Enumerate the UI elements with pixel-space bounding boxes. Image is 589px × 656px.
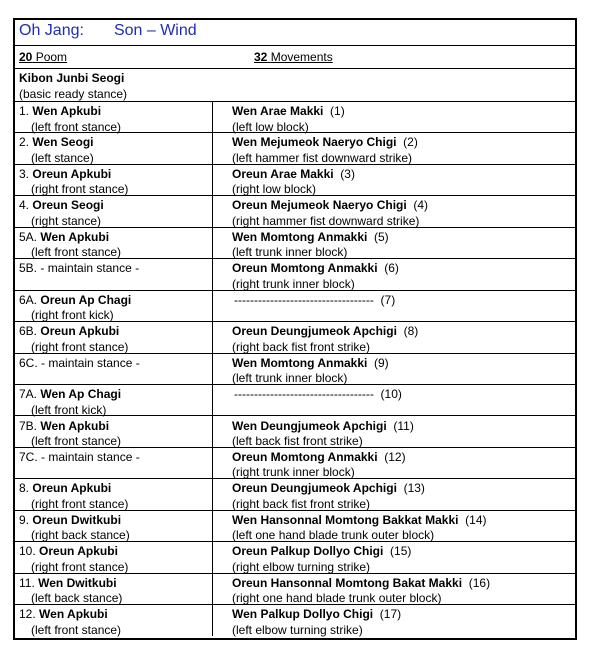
page-title xyxy=(19,22,197,40)
stance-description: (right front stance) xyxy=(31,559,129,574)
column-divider xyxy=(212,510,213,541)
stance-name: Oreun Apkubi xyxy=(40,324,120,339)
table-row xyxy=(15,258,575,289)
movement-number: (8) xyxy=(403,324,419,339)
divider xyxy=(15,45,575,46)
technique-description: (right trunk inner block) xyxy=(232,465,355,480)
step-number: 9. xyxy=(19,512,30,527)
stance-name: Wen Ap Chagi xyxy=(40,387,122,402)
technique-description: (left trunk inner block) xyxy=(232,371,348,386)
poom-count xyxy=(19,50,67,64)
table-row xyxy=(15,416,575,447)
column-divider xyxy=(212,321,213,352)
technique-name: Oreun Momtong Anmakki xyxy=(232,449,378,464)
stance-description: (left front stance) xyxy=(31,245,122,260)
column-divider xyxy=(212,353,213,384)
stance-cell xyxy=(19,450,140,466)
stance-cell xyxy=(19,513,130,544)
technique-description: (left one hand blade trunk outer block) xyxy=(232,528,435,543)
technique-description: (right back fist front strike) xyxy=(232,339,371,354)
stance-cell xyxy=(19,481,128,512)
column-divider xyxy=(212,541,213,572)
step-number: 5B. xyxy=(19,261,38,276)
step-number: 6A. xyxy=(19,292,38,307)
column-divider xyxy=(212,384,213,415)
technique-name: Oreun Arae Makki xyxy=(232,166,334,181)
technique-name: Wen Arae Makki xyxy=(232,104,324,118)
movement-number: (10) xyxy=(380,387,402,402)
stance-cell xyxy=(19,135,94,166)
movement-number: (16) xyxy=(468,575,491,590)
technique-cell xyxy=(232,324,418,355)
movement-number: (13) xyxy=(403,481,425,496)
column-divider xyxy=(212,604,213,635)
table-row xyxy=(15,478,575,509)
stance-description: (left stance) xyxy=(31,150,94,165)
technique-name: Wen Hansonnal Momtong Bakkat Makki xyxy=(232,512,459,527)
technique-name: ----------------------------------- xyxy=(234,292,374,307)
column-divider xyxy=(212,195,213,226)
table-row xyxy=(15,541,575,572)
stance-name: - maintain stance - xyxy=(40,261,140,276)
technique-cell xyxy=(232,261,399,292)
movement-number: (3) xyxy=(340,166,355,181)
table-row xyxy=(15,164,575,195)
stance-name: Wen Dwitkubi xyxy=(38,575,117,590)
table-row xyxy=(15,604,575,635)
technique-description: (right trunk inner block) xyxy=(232,276,355,291)
technique-name: Oreun Momtong Anmakki xyxy=(232,261,378,276)
technique-name: Oreun Hansonnal Momtong Bakat Makki xyxy=(232,575,463,590)
technique-name: ----------------------------------- xyxy=(234,387,374,402)
step-number: 8. xyxy=(19,481,30,496)
stance-cell xyxy=(19,167,128,198)
technique-description: (right elbow turning strike) xyxy=(232,559,371,574)
technique-description: (left back fist front strike) xyxy=(232,434,363,448)
stance-description: (left front stance) xyxy=(31,434,122,448)
stance-name: Oreun Ap Chagi xyxy=(40,292,132,307)
poom-count-number: 20 xyxy=(19,50,33,64)
stance-name: Wen Seogi xyxy=(32,135,94,150)
technique-cell xyxy=(232,356,389,387)
step-number: 12. xyxy=(19,607,36,622)
stance-name: Wen Apkubi xyxy=(32,104,102,118)
stance-description: (left front stance) xyxy=(31,622,122,637)
stance-cell xyxy=(19,230,121,261)
stance-cell xyxy=(19,261,139,277)
technique-description: (right back fist front strike) xyxy=(232,496,371,511)
technique-cell xyxy=(234,293,395,309)
technique-cell xyxy=(232,230,389,261)
column-divider xyxy=(212,416,213,447)
movement-count-label: Movements xyxy=(270,50,333,64)
movement-count-number: 32 xyxy=(254,50,268,64)
column-divider xyxy=(212,101,213,132)
movement-number: (7) xyxy=(380,292,396,307)
movement-number: (9) xyxy=(374,355,389,370)
stance-name: Oreun Apkubi xyxy=(39,544,118,559)
stance-cell xyxy=(19,419,121,450)
stance-name: Wen Apkubi xyxy=(40,229,110,244)
technique-description: (left hammer fist downward strike) xyxy=(232,150,413,165)
table-row xyxy=(15,353,575,384)
column-divider xyxy=(212,290,213,321)
technique-description: (left elbow turning strike) xyxy=(232,622,363,637)
stance-cell xyxy=(19,293,131,324)
step-number: 7A. xyxy=(19,387,38,402)
stance-name: Wen Apkubi xyxy=(40,418,110,433)
step-number: 5A. xyxy=(19,229,38,244)
step-number: 7C. xyxy=(19,449,38,464)
column-divider xyxy=(212,447,213,478)
movement-number: (6) xyxy=(384,261,399,276)
stance-description: (right front stance) xyxy=(31,339,129,354)
table-row xyxy=(15,510,575,541)
movement-number: (5) xyxy=(374,229,389,244)
technique-description: (right one hand blade trunk outer block) xyxy=(232,591,442,606)
stance-description: (right front stance) xyxy=(31,496,129,511)
stance-description: (right stance) xyxy=(31,213,102,228)
technique-name: Wen Momtong Anmakki xyxy=(232,355,368,370)
step-number: 2. xyxy=(19,135,30,150)
stance-cell xyxy=(19,104,121,135)
poom-count-label: Poom xyxy=(35,50,68,64)
technique-cell xyxy=(232,104,345,135)
stance-description: (right front stance) xyxy=(31,182,129,197)
stance-name: Oreun Apkubi xyxy=(32,166,112,181)
technique-name: Wen Mejumeok Naeryo Chigi xyxy=(232,135,397,150)
column-divider xyxy=(212,132,213,163)
table-row xyxy=(15,195,575,226)
technique-name: Oreun Deungjumeok Apchigi xyxy=(232,481,397,496)
technique-cell xyxy=(234,387,402,403)
movement-number: (12) xyxy=(384,449,406,464)
movement-number: (1) xyxy=(330,104,345,118)
technique-name: Oreun Mejumeok Naeryo Chigi xyxy=(232,198,407,213)
technique-cell xyxy=(232,481,425,512)
table-row xyxy=(15,384,575,415)
stance-description: (right front kick) xyxy=(31,308,114,323)
stance-cell xyxy=(19,576,122,607)
column-divider xyxy=(212,258,213,289)
table-row xyxy=(15,290,575,321)
stance-description: (right back stance) xyxy=(31,528,130,543)
technique-cell xyxy=(232,198,428,229)
stance-name: Wen Apkubi xyxy=(39,607,108,622)
movement-number: (14) xyxy=(465,512,487,527)
stance-name: Oreun Apkubi xyxy=(32,481,112,496)
movement-number: (17) xyxy=(379,607,402,622)
column-divider xyxy=(212,478,213,509)
movement-number: (2) xyxy=(403,135,418,150)
step-number: 3. xyxy=(19,166,30,181)
stance-cell xyxy=(19,198,104,229)
technique-name: Wen Palkup Dollyo Chigi xyxy=(232,607,374,622)
technique-cell xyxy=(232,544,411,575)
step-number: 10. xyxy=(19,544,36,559)
stance-description: (left back stance) xyxy=(31,591,123,606)
table-row xyxy=(15,321,575,352)
ready-stance-name: Kibon Junbi Seogi xyxy=(19,71,125,85)
stance-description: (left front kick) xyxy=(31,402,107,417)
technique-description: (right low block) xyxy=(232,182,317,197)
table-row xyxy=(15,227,575,258)
step-number: 6B. xyxy=(19,324,38,339)
technique-cell xyxy=(232,167,355,198)
step-number: 11. xyxy=(19,575,35,590)
stance-name: - maintain stance - xyxy=(41,355,140,370)
step-number: 4. xyxy=(19,198,30,213)
stance-cell xyxy=(19,607,121,638)
title-form-name: Oh Jang: xyxy=(19,22,84,39)
column-divider xyxy=(212,227,213,258)
technique-cell xyxy=(232,450,406,481)
movement-number: (4) xyxy=(413,198,429,213)
table-row xyxy=(15,447,575,478)
column-divider xyxy=(212,164,213,195)
step-number: 7B. xyxy=(19,418,38,433)
poomsae-table xyxy=(13,18,577,640)
technique-cell xyxy=(232,513,487,544)
table-row xyxy=(15,573,575,604)
technique-description: (left low block) xyxy=(232,119,309,134)
stance-description: (left front stance) xyxy=(31,119,122,134)
technique-name: Wen Deungjumeok Apchigi xyxy=(232,418,387,433)
stance-cell xyxy=(19,356,140,372)
movement-count xyxy=(254,50,333,64)
step-number: 6C. xyxy=(19,355,38,370)
movement-number: (15) xyxy=(390,544,412,559)
technique-cell xyxy=(232,419,414,450)
ready-stance xyxy=(19,71,127,102)
stance-name: Oreun Seogi xyxy=(32,198,104,213)
divider xyxy=(15,68,575,69)
technique-description: (left trunk inner block) xyxy=(232,245,348,260)
ready-stance-desc: (basic ready stance) xyxy=(19,86,128,101)
technique-cell xyxy=(232,607,401,638)
step-number: 1. xyxy=(19,104,30,118)
table-row xyxy=(15,132,575,163)
technique-cell xyxy=(232,576,490,607)
stance-cell xyxy=(19,544,128,575)
stance-name: Oreun Dwitkubi xyxy=(32,512,122,527)
stance-cell xyxy=(19,324,128,355)
technique-name: Oreun Palkup Dollyo Chigi xyxy=(232,544,384,559)
stance-cell xyxy=(19,387,121,418)
table-row xyxy=(15,101,575,132)
column-divider xyxy=(212,573,213,604)
technique-cell xyxy=(232,135,418,166)
stance-name: - maintain stance - xyxy=(41,449,140,464)
title-meaning: Son – Wind xyxy=(113,22,197,39)
movement-number: (11) xyxy=(393,418,414,433)
technique-name: Oreun Deungjumeok Apchigi xyxy=(232,324,397,339)
technique-description: (right hammer fist downward strike) xyxy=(232,213,420,228)
technique-name: Wen Momtong Anmakki xyxy=(232,229,368,244)
